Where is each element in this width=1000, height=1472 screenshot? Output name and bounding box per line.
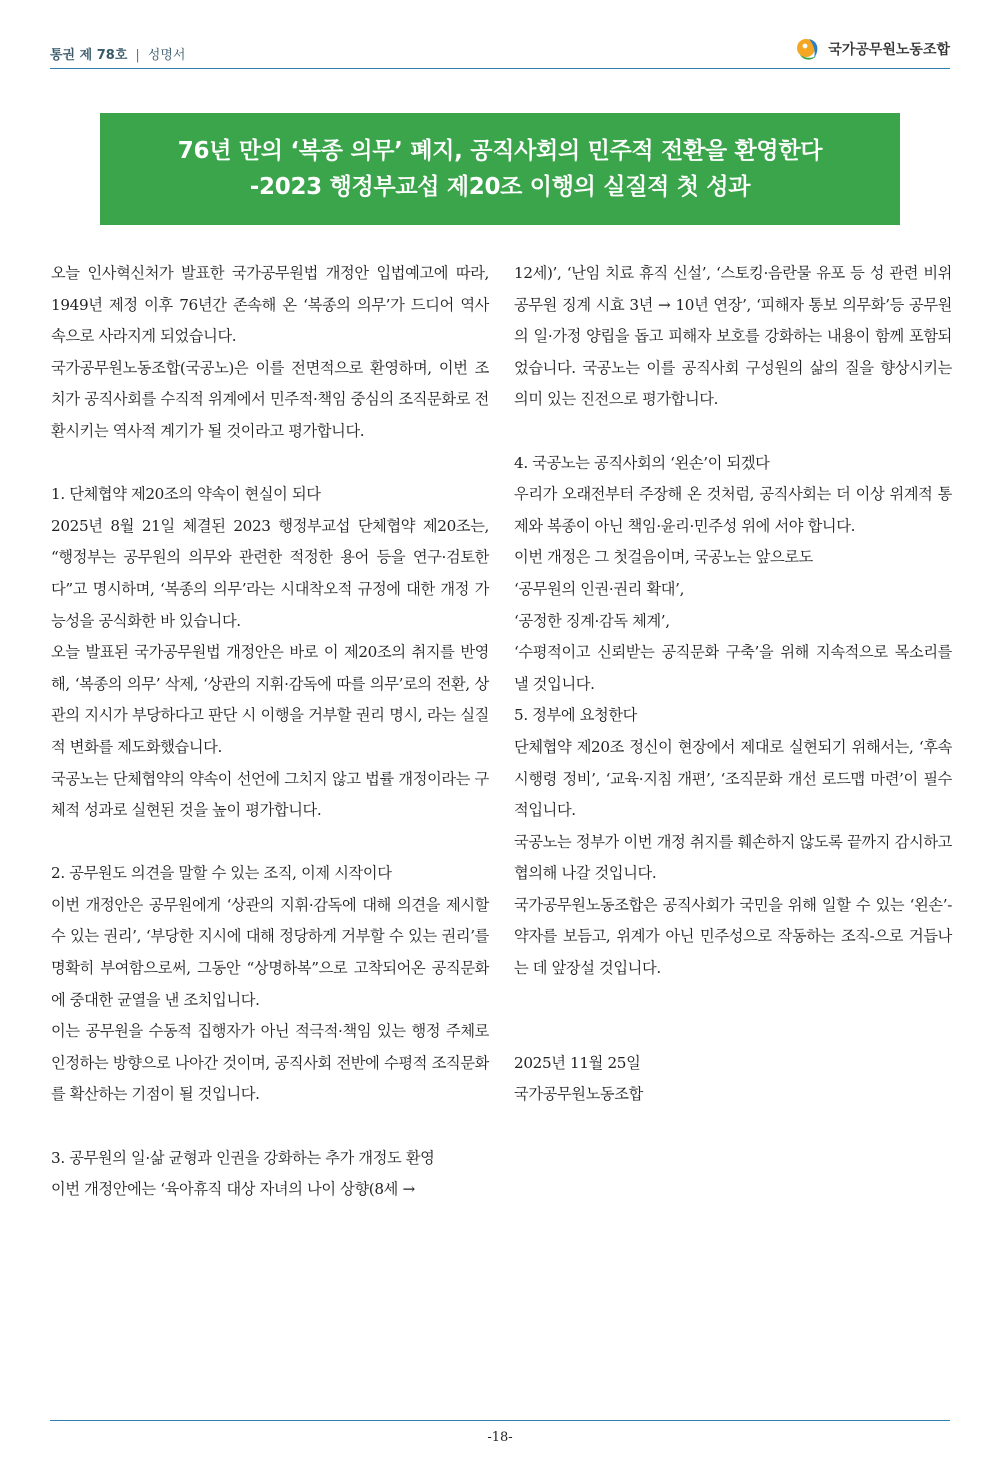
- section-5-heading: 5. 정부에 요청한다: [514, 706, 637, 725]
- section-2-paragraph-2: 이는 공무원을 수동적 집행자가 아닌 적극적·책임 있는 행정 주체로 인정하는 방향으로 나아간 것이며, 공직사회 전반에 수평적 조직문화를 확산하는 기점이 될 것입니다.: [51, 1022, 489, 1104]
- spacer: [514, 416, 952, 448]
- org-name: 국가공무원노동조합: [828, 42, 950, 58]
- intro-paragraph-2: 국가공무원노동조합(국공노)은 이를 전면적으로 환영하며, 이번 조치가 공직사회를 수직적 위계에서 민주적·책임 중심의 조직문화로 전환시키는 역사적 계기가 될 것이라고 평가합니다.: [51, 358, 489, 440]
- issue-number: 통권 제 78호: [50, 48, 128, 63]
- footer-divider: [50, 1420, 950, 1421]
- intro-paragraph: 오늘 인사혁신처가 발표한 국가공무원법 개정안 입법예고에 따라, 1949년 제정 이후 76년간 존속해 온 ‘복종의 의무’가 드디어 역사 속으로 사라지게 되었습니다.: [51, 264, 489, 346]
- section-1-paragraph-2: 오늘 발표된 국가공무원법 개정안은 바로 이 제20조의 취지를 반영해, ‘복종의 의무’ 삭제, ‘상관의 지휘·감독에 따를 의무’로의 전환, 상관의 지시가 부당하다고 판단 시 이행을 거부할 권리 명시, 라는 실질적 변화를 제도화했습니다.: [51, 643, 489, 756]
- section-4-paragraph-2: 이번 개정은 그 첫걸음이며, 국공노는 앞으로도: [514, 548, 813, 567]
- header-divider: [50, 68, 950, 69]
- header-left: [50, 44, 185, 63]
- left-column: [51, 258, 489, 1206]
- union-logo-icon: [796, 36, 822, 62]
- section-4-list-item-3: ‘수평적이고 신뢰받는 공직문화 구축’을 위해 지속적으로 목소리를 낼 것입니다.: [514, 643, 952, 693]
- section-3-paragraph-1: 이번 개정안에는 ‘육아휴직 대상 자녀의 나이 상향(8세 →: [51, 1180, 415, 1199]
- statement-signer: 국가공무원노동조합: [514, 1085, 643, 1104]
- section-3-heading: 3. 공무원의 일·삶 균형과 인권을 강화하는 추가 개정도 환영: [51, 1148, 435, 1167]
- section-5-paragraph-1: 단체협약 제20조 정신이 현장에서 제대로 실현되기 위해서는, ‘후속 시행령 정비’, ‘교육·지침 개편’, ‘조직문화 개선 로드맵 마련’이 필수적입니다.: [514, 737, 952, 820]
- spacer: [51, 448, 489, 480]
- section-1-heading: 1. 단체협약 제20조의 약속이 현실이 되다: [51, 485, 321, 504]
- section-3-continuation: 12세)’, ‘난임 치료 휴직 신설’, ‘스토킹·음란물 유포 등 성 관련 비위 공무원 징계 시효 3년 → 10년 연장’, ‘피해자 통보 의무화’등 공무원의 일·가정 양립을 돕고 피해자 보호를 강화하는 내용이 함께 포함되었습니다. 국공노는 이를 공직사회 구성원의 삶의 질을 향상시키는 의미 있는 진전으로 평가합니다.: [514, 264, 952, 409]
- section-1-paragraph-3: 국공노는 단체협약의 약속이 선언에 그치지 않고 법률 개정이라는 구체적 성과로 실현된 것을 높이 평가합니다.: [51, 769, 489, 820]
- section-4-list-item-1: ‘공무원의 인권·권리 확대’,: [514, 579, 685, 598]
- section-4-heading: 4. 국공노는 공직사회의 ‘왼손’이 되겠다: [514, 453, 770, 472]
- header-separator: |: [135, 48, 140, 63]
- title-banner: [100, 113, 900, 225]
- section-1-paragraph-1: 2025년 8월 21일 체결된 2023 행정부교섭 단체협약 제20조는, “행정부는 공무원의 의무와 관련한 적정한 용어 등을 연구·검토한다”고 명시하며, ‘복종의 의무’라는 시대착오적 규정에 대한 개정 가능성을 공식화한 바 있습니다.: [51, 516, 489, 630]
- section-4-list-item-2: ‘공정한 징계·감독 체계’,: [514, 611, 670, 630]
- section-5-paragraph-3: 국가공무원노동조합은 공직사회가 국민을 위해 일할 수 있는 ‘왼손’-약자를 보듬고, 위계가 아닌 민주성으로 작동하는 조직-으로 거듭나는 데 앞장설 것입니다.: [514, 895, 952, 978]
- spacer: [514, 1016, 952, 1048]
- right-column: [514, 258, 952, 1111]
- title-line-2: -2023 행정부교섭 제20조 이행의 실질적 첫 성과: [249, 174, 751, 200]
- spacer: [51, 1111, 489, 1143]
- section-2-heading: 2. 공무원도 의견을 말할 수 있는 조직, 이제 시작이다: [51, 864, 392, 883]
- section-5-paragraph-2: 국공노는 정부가 이번 개정 취지를 훼손하지 않도록 끝까지 감시하고 협의해 나갈 것입니다.: [514, 832, 952, 883]
- section-4-paragraph-1: 우리가 오래전부터 주장해 온 것처럼, 공직사회는 더 이상 위계적 통제와 복종이 아닌 책임·윤리·민주성 위에 서야 합니다.: [514, 485, 952, 535]
- section-name: 성명서: [147, 48, 186, 63]
- header-right: [796, 36, 950, 62]
- spacer: [51, 827, 489, 859]
- statement-date: 2025년 11월 25일: [514, 1053, 641, 1072]
- section-2-paragraph-1: 이번 개정안은 공무원에게 ‘상관의 지휘·감독에 대해 의견을 제시할 수 있는 권리’, ‘부당한 지시에 대해 정당하게 거부할 수 있는 권리’를 명확히 부여함으로써, 그동안 “상명하복”으로 고착되어온 공직문화에 중대한 균열을 낸 조치입니다.: [51, 895, 489, 1009]
- title-line-1: 76년 만의 ‘복종 의무’ 폐지, 공직사회의 민주적 전환을 환영한다: [177, 138, 823, 164]
- page-number: -18-: [487, 1430, 513, 1445]
- spacer: [514, 985, 952, 1017]
